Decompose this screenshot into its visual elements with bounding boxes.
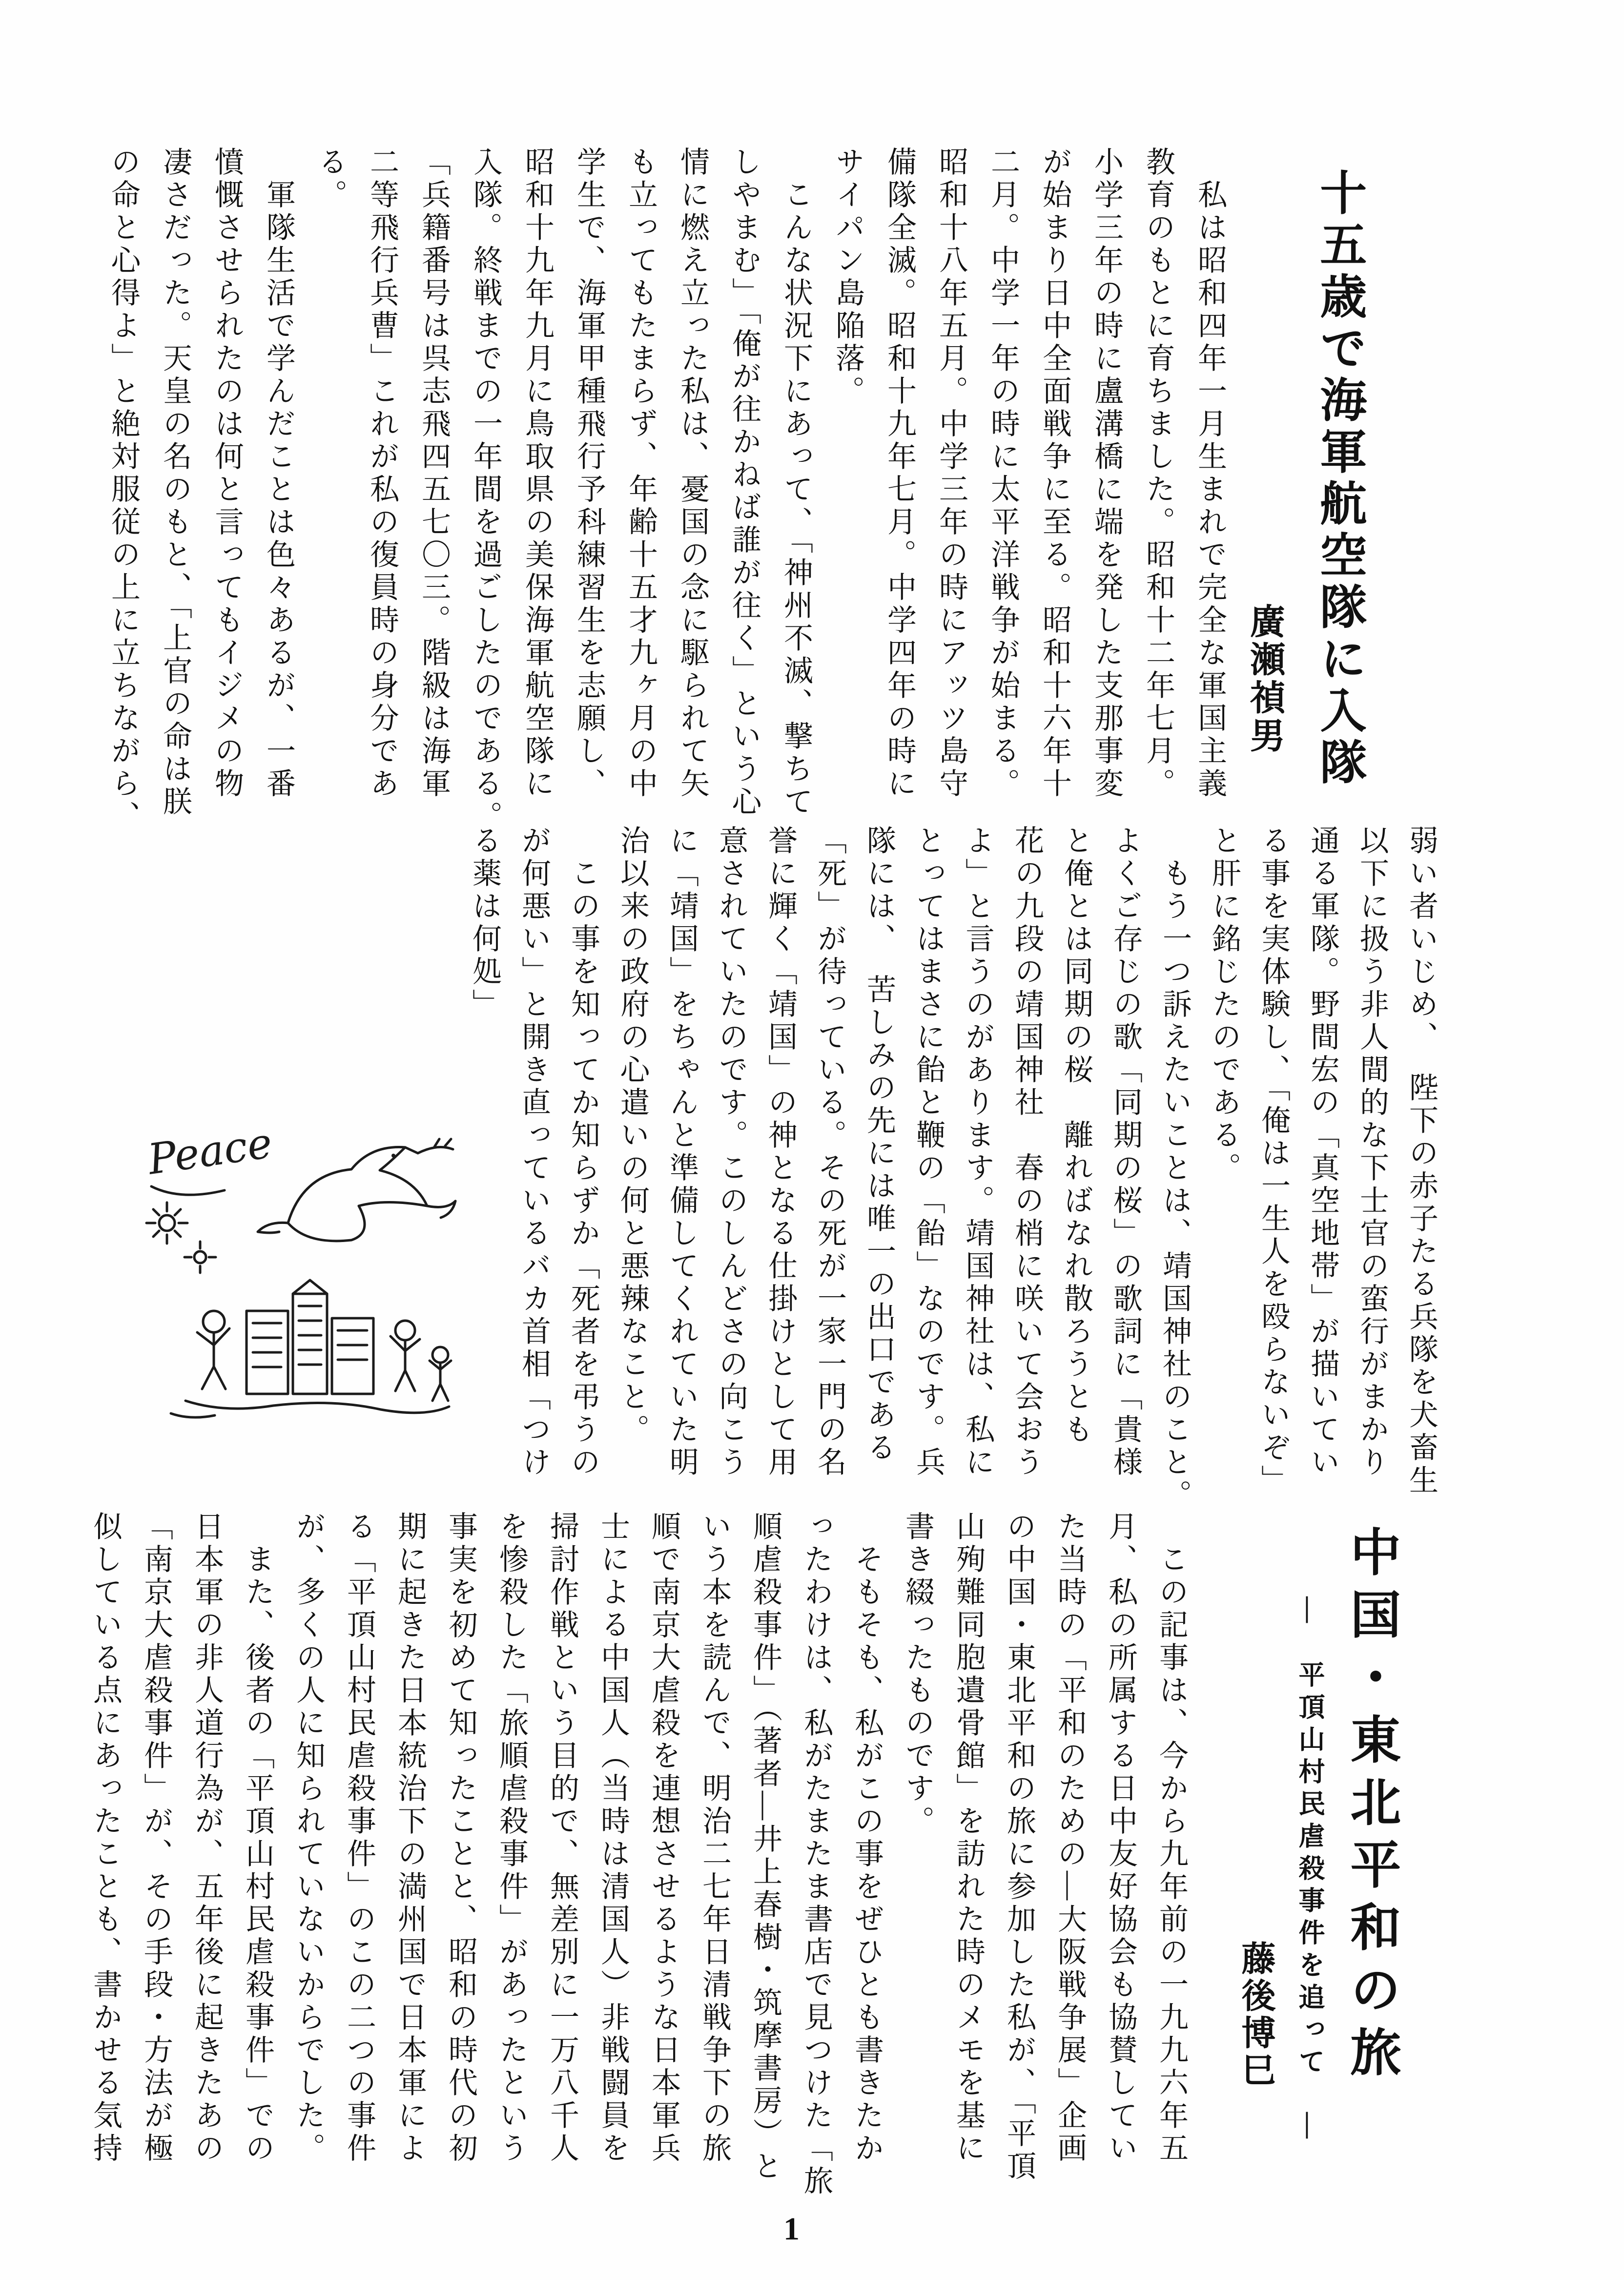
text-column: に「靖国」をちゃんと準備してくれていた明 bbox=[666, 825, 698, 1479]
text-column: よ」と言うのがあります。靖国神社は、私に bbox=[962, 825, 994, 1479]
text-column: 誉に輝く「靖国」の神となる仕掛けとして用 bbox=[764, 825, 797, 1479]
text-column: 士による中国人（当時は清国人）非戦闘員を bbox=[597, 1511, 629, 2165]
text-column: いう本を読んで、明治二七年日清戦争下の旅 bbox=[699, 1511, 731, 2165]
text-column: が何悪い」と開き直っているバカ首相「つけ bbox=[518, 825, 550, 1479]
text-column: 弱い者いじめ、 陛下の赤子たる兵隊を犬畜生 bbox=[1405, 825, 1438, 1497]
text-column: 軍隊生活で学んだことは色々あるが、一番 bbox=[263, 146, 295, 801]
text-column: しやまむ」「俺が往かねば誰が往く」という心 bbox=[728, 146, 761, 819]
article2-title: 中国・東北平和の旅 bbox=[1342, 1526, 1399, 2088]
page-number: 1 bbox=[783, 2211, 800, 2247]
text-column: 治以来の政府の心遣いの何と悪辣なこと。 bbox=[617, 825, 649, 1447]
text-column: 「兵籍番号は呉志飛四五七〇三。階級は海軍 bbox=[418, 146, 450, 801]
text-column: と肝に銘じたのである。 bbox=[1208, 825, 1240, 1185]
text-column: 二等飛行兵曹」これが私の復員時の身分であ bbox=[366, 146, 398, 801]
text-column: 期に起きた日本統治下の満州国で日本軍によ bbox=[394, 1511, 426, 2165]
article1-author: 廣瀬禎男 bbox=[1245, 603, 1284, 755]
text-column: も立ってもたまらず、年齢十五才九ヶ月の中 bbox=[625, 146, 657, 801]
text-column: 書き綴ったものです。 bbox=[902, 1511, 934, 1838]
text-column: 順で南京大虐殺を連想させるような日本軍兵 bbox=[648, 1511, 680, 2165]
text-column: また、後者の「平頂山村民虐殺事件」での bbox=[242, 1511, 274, 2165]
text-column: 私は昭和四年一月生まれで完全な軍国主義 bbox=[1194, 146, 1226, 801]
text-column: 通る軍隊。野間宏の「真空地帯」が描いてい bbox=[1307, 825, 1339, 1479]
text-column: が始まり日中全面戦争に至る。昭和十六年十 bbox=[1039, 146, 1071, 801]
text-column: 隊には、 苦しみの先には唯一の出口である bbox=[863, 825, 895, 1465]
text-column: 事実を初めて知ったことと、昭和の時代の初 bbox=[445, 1511, 477, 2165]
text-column: 「南京大虐殺事件」が、その手段・方法が極 bbox=[140, 1511, 172, 2165]
text-column: ったわけは、私がたまたま書店で見つけた「旅 bbox=[800, 1511, 832, 2198]
text-column: の中国・東北平和の旅に参加した私が、「平頂 bbox=[1003, 1511, 1035, 2183]
text-column: 掃討作戦という目的で、無差別に一万八千人 bbox=[546, 1511, 578, 2165]
article2-body bbox=[80, 1511, 1197, 2234]
buildings-drawing bbox=[247, 1280, 373, 1394]
text-column: 以下に扱う非人間的な下士官の蛮行がまかり bbox=[1356, 825, 1388, 1479]
text-column: 日本軍の非人道行為が、五年後に起きたあの bbox=[191, 1511, 223, 2165]
text-column: た当時の「平和のための―大阪戦争展」企画 bbox=[1054, 1511, 1086, 2165]
peace-underline-swash bbox=[151, 1186, 225, 1195]
people-drawing bbox=[197, 1311, 451, 1401]
text-column: 教育のもとに育ちました。昭和十二年七月。 bbox=[1142, 146, 1174, 801]
text-column: 憤慨させられたのは何と言ってもイジメの物 bbox=[211, 146, 243, 801]
text-column: 月、私の所属する日中友好協会も協賛してい bbox=[1105, 1511, 1137, 2165]
text-column: 昭和十九年九月に鳥取県の美保海軍航空隊に bbox=[521, 146, 554, 801]
text-column: る事を実体験し、「俺は一生人を殴らないぞ」 bbox=[1257, 825, 1290, 1497]
text-column: もう一つ訴えたいことは、靖国神社のこと。 bbox=[1159, 825, 1191, 1512]
flower-icon bbox=[159, 1215, 175, 1231]
text-column: る。 bbox=[314, 146, 347, 212]
article1-title: 十五歳で海軍航空隊に入隊 bbox=[1313, 168, 1366, 789]
text-column: 備隊全滅。昭和十九年七月。中学四年の時に bbox=[884, 146, 916, 801]
text-column: 凄さだった。天皇の名のもと、「上官の命は朕 bbox=[159, 146, 191, 819]
text-column: の命と心得よ」と絶対服従の上に立ちながら、 bbox=[107, 146, 140, 833]
article2-subtitle: ― 平頂山村民虐殺事件を追って ― bbox=[1295, 1596, 1324, 2144]
text-column: よくご存じの歌「同期の桜」の歌詞に「貴様 bbox=[1110, 825, 1142, 1479]
text-column: こんな状況下にあって、「神州不滅、撃ちて bbox=[780, 146, 812, 819]
text-column: 昭和十八年五月。中学三年の時にアッツ島守 bbox=[935, 146, 967, 801]
text-column: 山殉難同胞遺骨館」を訪れた時のメモを基に bbox=[952, 1511, 985, 2165]
text-column: 似している点にあったことも、書かせる気持 bbox=[89, 1511, 122, 2165]
peace-illustration bbox=[142, 1101, 478, 1428]
text-column: サイパン島陥落。 bbox=[832, 146, 864, 408]
text-column: 小学三年の時に盧溝橋に端を発した支那事変 bbox=[1090, 146, 1123, 801]
ground-line bbox=[185, 1401, 449, 1413]
text-column: とってはまさに飴と鞭の「飴」なのです。兵 bbox=[912, 825, 945, 1479]
text-column: この事を知ってか知らずか「死者を弔うの bbox=[567, 825, 599, 1479]
text-column: 情に燃え立った私は、憂国の念に駆られて矢 bbox=[677, 146, 709, 801]
text-column: そもそも、私がこの事をぜひとも書きたか bbox=[851, 1511, 883, 2165]
text-column: 花の九段の靖国神社 春の梢に咲いて会おう bbox=[1011, 825, 1043, 1479]
text-column: る薬は何処」 bbox=[469, 825, 501, 1021]
article2-author: 藤後博巳 bbox=[1236, 1941, 1274, 2089]
text-column: 二月。中学一年の時に太平洋戦争が始まる。 bbox=[987, 146, 1019, 801]
dove-icon bbox=[258, 1139, 455, 1241]
text-column: 意されていたのです。このしんどさの向こう bbox=[715, 825, 747, 1479]
text-column: を惨殺した「旅順虐殺事件」があったという bbox=[495, 1511, 528, 2165]
text-column: この記事は、今から九年前の一九九六年五 bbox=[1155, 1511, 1188, 2165]
text-column: 順虐殺事件」（著者―井上春樹・筑摩書房）と bbox=[749, 1511, 781, 2183]
article1-body-part1 bbox=[98, 146, 1236, 840]
text-column: 入隊。終戦までの一年間を過ごしたのである。 bbox=[470, 146, 502, 833]
peace-text: Peace bbox=[145, 1119, 275, 1184]
text-column: 「死」が待っている。その死が一家一門の名 bbox=[814, 825, 846, 1479]
article1-body-part2 bbox=[460, 825, 1446, 1533]
text-column: が、多くの人に知られていないからでした。 bbox=[292, 1511, 325, 2165]
ground-line bbox=[171, 1413, 215, 1417]
text-column: と俺とは同期の桜 離ればなれ散ろうとも bbox=[1060, 825, 1092, 1447]
text-column: る「平頂山村民虐殺事件」のこの二つの事件 bbox=[343, 1511, 375, 2165]
text-column: 学生で、海軍甲種飛行予科練習生を志願し、 bbox=[573, 146, 605, 801]
flower-icon bbox=[194, 1251, 206, 1263]
